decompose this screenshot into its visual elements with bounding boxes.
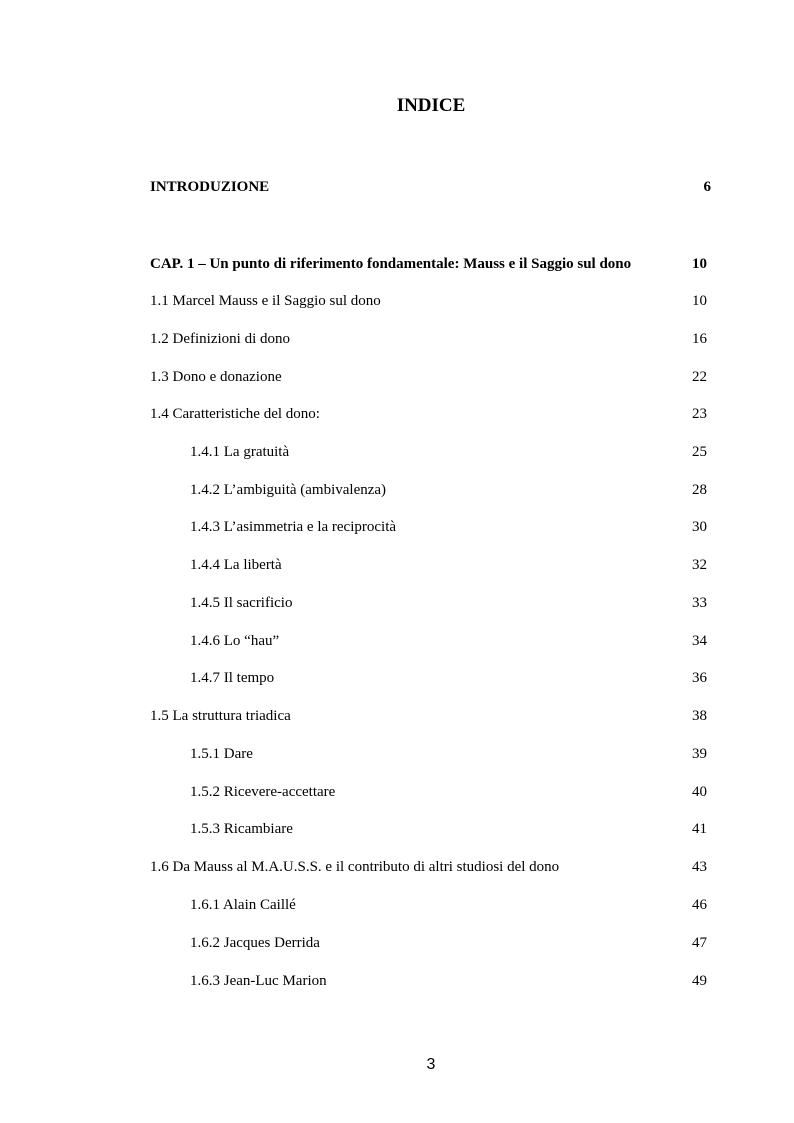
toc-entry-label: 1.5.2 Ricevere-accettare: [190, 784, 336, 800]
toc-entry-1-5-2: [190, 781, 707, 803]
toc-entry-page: 43: [692, 859, 707, 875]
toc-entry-page: 41: [692, 821, 707, 837]
toc-entry-1-4: [150, 403, 707, 425]
toc-entry-1-4-5: [190, 592, 707, 614]
toc-entry-label: 1.2 Definizioni di dono: [150, 331, 290, 347]
toc-entry-1-4-6: [190, 630, 707, 652]
toc-entry-1-3: [150, 366, 707, 388]
toc-entry-page: 16: [692, 331, 707, 347]
toc-entry-1-6: [150, 856, 707, 878]
toc-entry-1-2: [150, 328, 707, 350]
toc-entry-label: 1.5.1 Dare: [190, 746, 253, 762]
toc-entry-label: 1.6.1 Alain Caillé: [190, 897, 296, 913]
toc-entry-1-1: [150, 290, 707, 312]
toc-entry-chapter-1: [150, 253, 707, 275]
toc-entry-label: 1.6.3 Jean-Luc Marion: [190, 973, 327, 989]
toc-entry-page: 10: [692, 293, 707, 309]
toc-entry-page: 32: [692, 557, 707, 573]
toc-entry-page: 10: [692, 256, 707, 272]
toc-entry-label: 1.5 La struttura triadica: [150, 708, 291, 724]
toc-entry-label: 1.6 Da Mauss al M.A.U.S.S. e il contributo di altri studiosi del dono: [150, 859, 560, 875]
toc-entry-1-4-2: [190, 479, 707, 501]
toc-entry-label: 1.4.6 Lo “hau”: [190, 633, 280, 649]
toc-entry-page: 47: [692, 935, 707, 951]
toc-entry-label: 1.4.2 L’ambiguità (ambivalenza): [190, 482, 387, 498]
toc-entry-page: 46: [692, 897, 707, 913]
toc-entry-page: 39: [692, 746, 707, 762]
toc-entry-1-4-7: [190, 667, 707, 689]
toc-entry-1-6-2: [190, 932, 707, 954]
page-number: 3: [426, 1056, 436, 1073]
toc-entry-page: 22: [692, 369, 707, 385]
toc-entry-page: 38: [692, 708, 707, 724]
toc-entry-1-5-1: [190, 743, 707, 765]
toc-entry-page: 28: [692, 482, 707, 498]
toc-entry-page: 33: [692, 595, 707, 611]
toc-entry-1-4-1: [190, 441, 707, 463]
toc-entry-label: 1.5.3 Ricambiare: [190, 821, 293, 837]
toc-entry-label: INTRODUZIONE: [150, 179, 270, 195]
toc-entry-label: 1.4.3 L’asimmetria e la reciprocità: [190, 519, 397, 535]
toc-entry-label: 1.4.7 Il tempo: [190, 670, 275, 686]
toc-entry-label: CAP. 1 – Un punto di riferimento fondamentale: Mauss e il Saggio sul dono: [150, 256, 632, 272]
toc-entry-page: 34: [692, 633, 707, 649]
page-title: INDICE: [396, 95, 466, 116]
toc-entry-page: 36: [692, 670, 707, 686]
toc-entry-1-6-1: [190, 894, 707, 916]
toc-entry-label: 1.4 Caratteristiche del dono:: [150, 406, 320, 422]
toc-entry-1-5-3: [190, 818, 707, 840]
toc-entry-1-5: [150, 705, 707, 727]
toc-entry-page: 30: [692, 519, 707, 535]
toc-entry-label: 1.1 Marcel Mauss e il Saggio sul dono: [150, 293, 381, 309]
toc-entry-label: 1.6.2 Jacques Derrida: [190, 935, 320, 951]
toc-entry-page: 49: [692, 973, 707, 989]
toc-entry-label: 1.4.1 La gratuità: [190, 444, 290, 460]
toc-entry-1-6-3: [190, 970, 707, 992]
toc-entry-page: 6: [703, 179, 711, 195]
toc-entry-label: 1.4.4 La libertà: [190, 557, 282, 573]
toc-entry-page: 25: [692, 444, 707, 460]
toc-entry-introduzione: [150, 176, 711, 198]
toc-entry-label: 1.3 Dono e donazione: [150, 369, 282, 385]
toc-entry-page: 23: [692, 406, 707, 422]
toc-entry-page: 40: [692, 784, 707, 800]
toc-entry-1-4-4: [190, 554, 707, 576]
toc-entry-label: 1.4.5 Il sacrificio: [190, 595, 293, 611]
toc-entry-1-4-3: [190, 516, 707, 538]
